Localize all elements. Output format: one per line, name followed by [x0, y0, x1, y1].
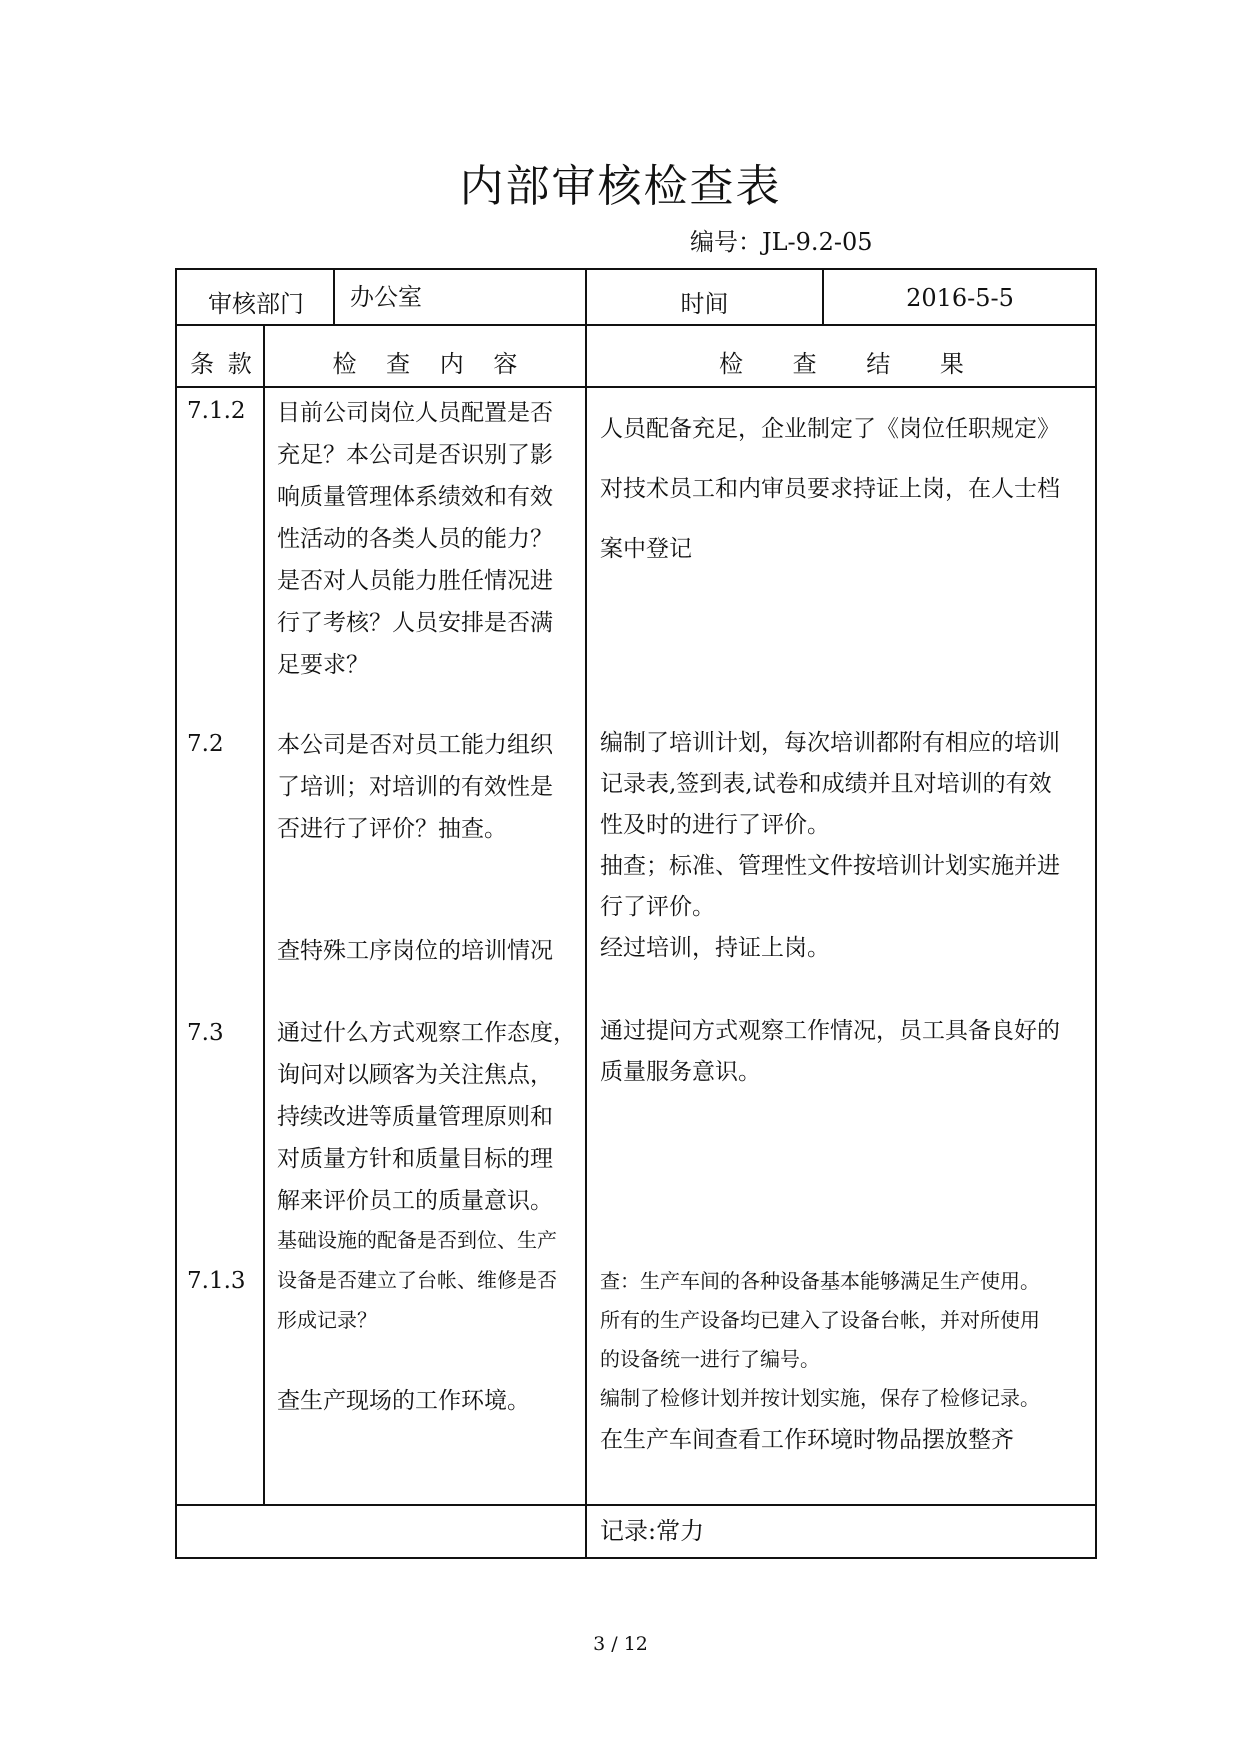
table-border-right	[1095, 268, 1097, 1559]
check-result: 通过提问方式观察工作情况，员工具备良好的 质量服务意识。	[600, 1018, 1060, 1085]
column-header-content: 检 查 内 容	[332, 350, 518, 378]
row-divider	[175, 1504, 1097, 1506]
check-content: 通过什么方式观察工作态度， 询问对以顾客为关注焦点， 持续改进等质量管理原则和 对质量方针和质量目标的理 解来评价员工的质量意识。	[277, 1020, 576, 1214]
check-content: 目前公司岗位人员配置是否 充足？本公司是否识别了影 响质量管理体系绩效和有效 性活动的各类人员的能力？ 是否对人员能力胜任情况进 行了考核？人员安排是否满 足要求？	[277, 400, 553, 678]
check-result-extra: 在生产车间查看工作环境时物品摆放整齐	[600, 1427, 1014, 1453]
check-content: 本公司是否对员工能力组织 了培训；对培训的有效性是 否进行了评价？抽查。	[277, 732, 553, 842]
check-content: 基础设施的配备是否到位、生产 设备是否建立了台帐、维修是否 形成记录？	[277, 1228, 557, 1332]
time-value: 2016-5-5	[906, 284, 1014, 312]
row-divider	[175, 324, 1097, 326]
document-code: 编号：JL-9.2-05	[690, 228, 873, 256]
check-content-extra: 查生产现场的工作环境。	[277, 1388, 530, 1414]
check-result: 人员配备充足，企业制定了《岗位任职规定》 对技术员工和内审员要求持证上岗，在人士档 案中登记	[600, 416, 1060, 562]
table-border-left	[175, 268, 177, 1559]
check-result: 查：生产车间的各种设备基本能够满足生产使用。 所有的生产设备均已建入了设备台帐，并对所使用 的设备统一进行了编号。 编制了检修计划并按计划实施，保存了检修记录。	[600, 1269, 1040, 1410]
dept-label: 审核部门	[208, 290, 304, 318]
recorder: 记录:常力	[600, 1517, 705, 1545]
row-divider	[175, 386, 1097, 388]
table-border-top	[175, 268, 1097, 270]
column-header-result: 检 查 结 果	[719, 350, 964, 378]
dept-value: 办公室	[350, 283, 422, 311]
col-divider	[263, 324, 265, 1504]
clause-number: 7.2	[187, 731, 224, 757]
check-content-extra: 查特殊工序岗位的培训情况	[277, 938, 553, 964]
table-border-bottom	[175, 1557, 1097, 1559]
column-header-clause: 条 款	[190, 350, 252, 378]
check-result: 编制了培训计划，每次培训都附有相应的培训 记录表,签到表,试卷和成绩并且对培训的有效 性及时的进行了评价。 抽查；标准、管理性文件按培训计划实施并进 行了评价。 经过培训，持证上岗。	[600, 730, 1060, 961]
clause-number: 7.3	[187, 1020, 224, 1046]
time-label: 时间	[680, 290, 729, 318]
col-divider	[585, 268, 587, 1559]
document-title: 内部审核检查表	[459, 161, 782, 212]
clause-number: 7.1.3	[187, 1268, 246, 1294]
clause-number: 7.1.2	[187, 398, 246, 424]
page-number: 3 / 12	[593, 1633, 648, 1655]
